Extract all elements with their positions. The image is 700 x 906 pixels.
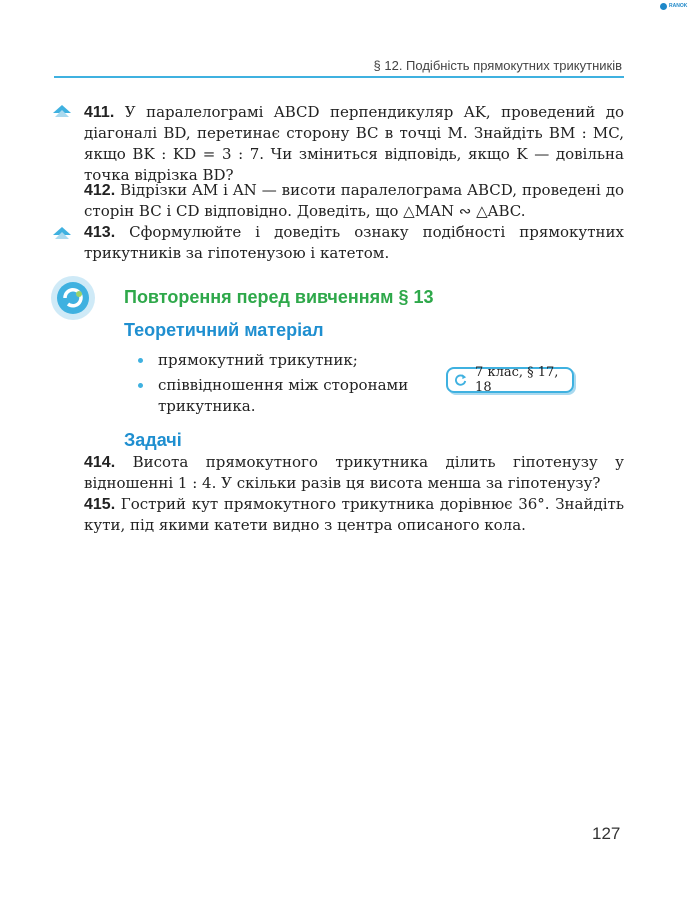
problem-413 [84, 222, 624, 264]
problem-412 [84, 180, 624, 222]
problem-number: 415. [84, 496, 116, 513]
problem-number: 412. [84, 182, 116, 199]
theory-list [136, 350, 426, 421]
problem-414 [84, 452, 624, 494]
problem-number: 414. [84, 454, 116, 471]
problem-text: Гострий кут прямокутного трикутника дорівнює 36°. Знайдіть кути, під якими катети видно з центра описаного кола. [84, 495, 624, 534]
header-rule [54, 76, 624, 78]
problem-text: Відрізки AM і AN — висоти паралелограма ABCD, проведені до сторін BC і CD відповідно. Доведіть, що △MAN ∾ △ABC. [84, 181, 624, 220]
review-heading: Повторення перед вивченням § 13 [124, 287, 434, 307]
list-item: співвідношення між сторонами трикутника. [136, 375, 426, 417]
problem-text: У паралелограмі ABCD перпендикуляр AK, проведений до діагоналі BD, перетинає сторону BC в точці M. Знайдіть BM : MC, якщо BK : KD = 3 : 7. Чи зміниться відповідь, якщо K — довільна точка відрізка BD? [84, 103, 624, 184]
publisher-logo-icon [660, 3, 667, 10]
reference-text: 7 клас, § 17, 18 [475, 365, 559, 395]
reference-box [446, 367, 574, 393]
problem-number: 413. [84, 224, 116, 241]
running-title: § 12. Подібність прямокутних трикутників [373, 58, 622, 73]
theory-heading: Теоретичний матеріал [124, 320, 324, 340]
problem-text: Сформулюйте і доведіть ознаку подібності прямокутних трикутників за гіпотенузою і катетом. [84, 223, 624, 262]
list-item: прямокутний трикутник; [136, 350, 426, 371]
refresh-icon [454, 373, 467, 387]
publisher-logo [660, 0, 696, 12]
problem-number: 411. [84, 104, 115, 121]
difficulty-triangle-icon [52, 226, 72, 242]
problem-411 [84, 102, 624, 186]
tasks-heading: Задачі [124, 430, 182, 450]
review-section-icon [50, 275, 96, 321]
publisher-logo-text: RANOK [669, 3, 688, 9]
difficulty-triangle-icon [52, 104, 72, 120]
problem-415 [84, 494, 624, 536]
page-number: 127 [592, 824, 621, 843]
problem-text: Висота прямокутного трикутника ділить гіпотенузу у відношенні 1 : 4. У скільки разів ця висота менша за гіпотенузу? [84, 453, 624, 492]
